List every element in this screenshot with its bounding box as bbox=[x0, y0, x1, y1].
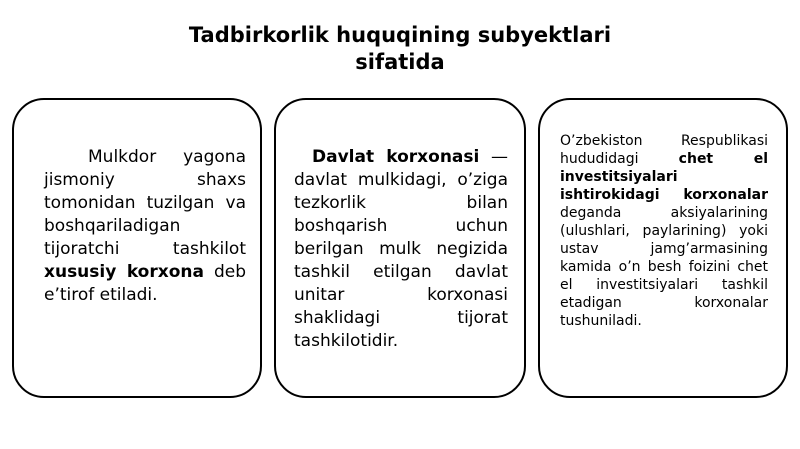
title-line-2: sifatida bbox=[355, 50, 445, 74]
card-text bbox=[44, 146, 246, 307]
card-foreign-investment-enterprise bbox=[538, 98, 788, 398]
title-line-1: Tadbirkorlik huquqining subyektlari bbox=[188, 23, 612, 47]
page-title bbox=[0, 22, 800, 76]
card-text-bold: chet el investitsiyalari ishtirokidagi korxonalar bbox=[560, 151, 768, 203]
card-text-post: deganda aksiyalarining (ulushlari, paylarining) yoki ustav jamg’armasining kamida o’n besh foizini chet el investitsiyalari tashkil etadigan korxonalar tushuniladi. bbox=[560, 205, 768, 329]
card-text bbox=[294, 146, 508, 353]
card-private-enterprise bbox=[12, 98, 262, 398]
card-state-enterprise bbox=[274, 98, 526, 398]
card-text-bold: xususiy korxona bbox=[44, 262, 204, 282]
card-text bbox=[560, 132, 768, 330]
card-text-pre: O’zbekiston Respublikasi hududidagi bbox=[560, 133, 768, 167]
card-text-post: deb e’tirof etiladi. bbox=[44, 262, 246, 305]
card-text-pre: Mulkdor yagona jismoniy shaxs tomonidan tuzilgan va boshqariladigan tijoratchi tashkilot bbox=[44, 147, 246, 259]
card-text-post: — davlat mulkidagi, o’ziga tezkorlik bilan boshqarish uchun berilgan mulk negizida tashkil etilgan davlat unitar korxonasi shaklidagi tijorat tashkilotidir. bbox=[294, 147, 508, 351]
card-text-bold: Davlat korxonasi bbox=[312, 147, 480, 167]
